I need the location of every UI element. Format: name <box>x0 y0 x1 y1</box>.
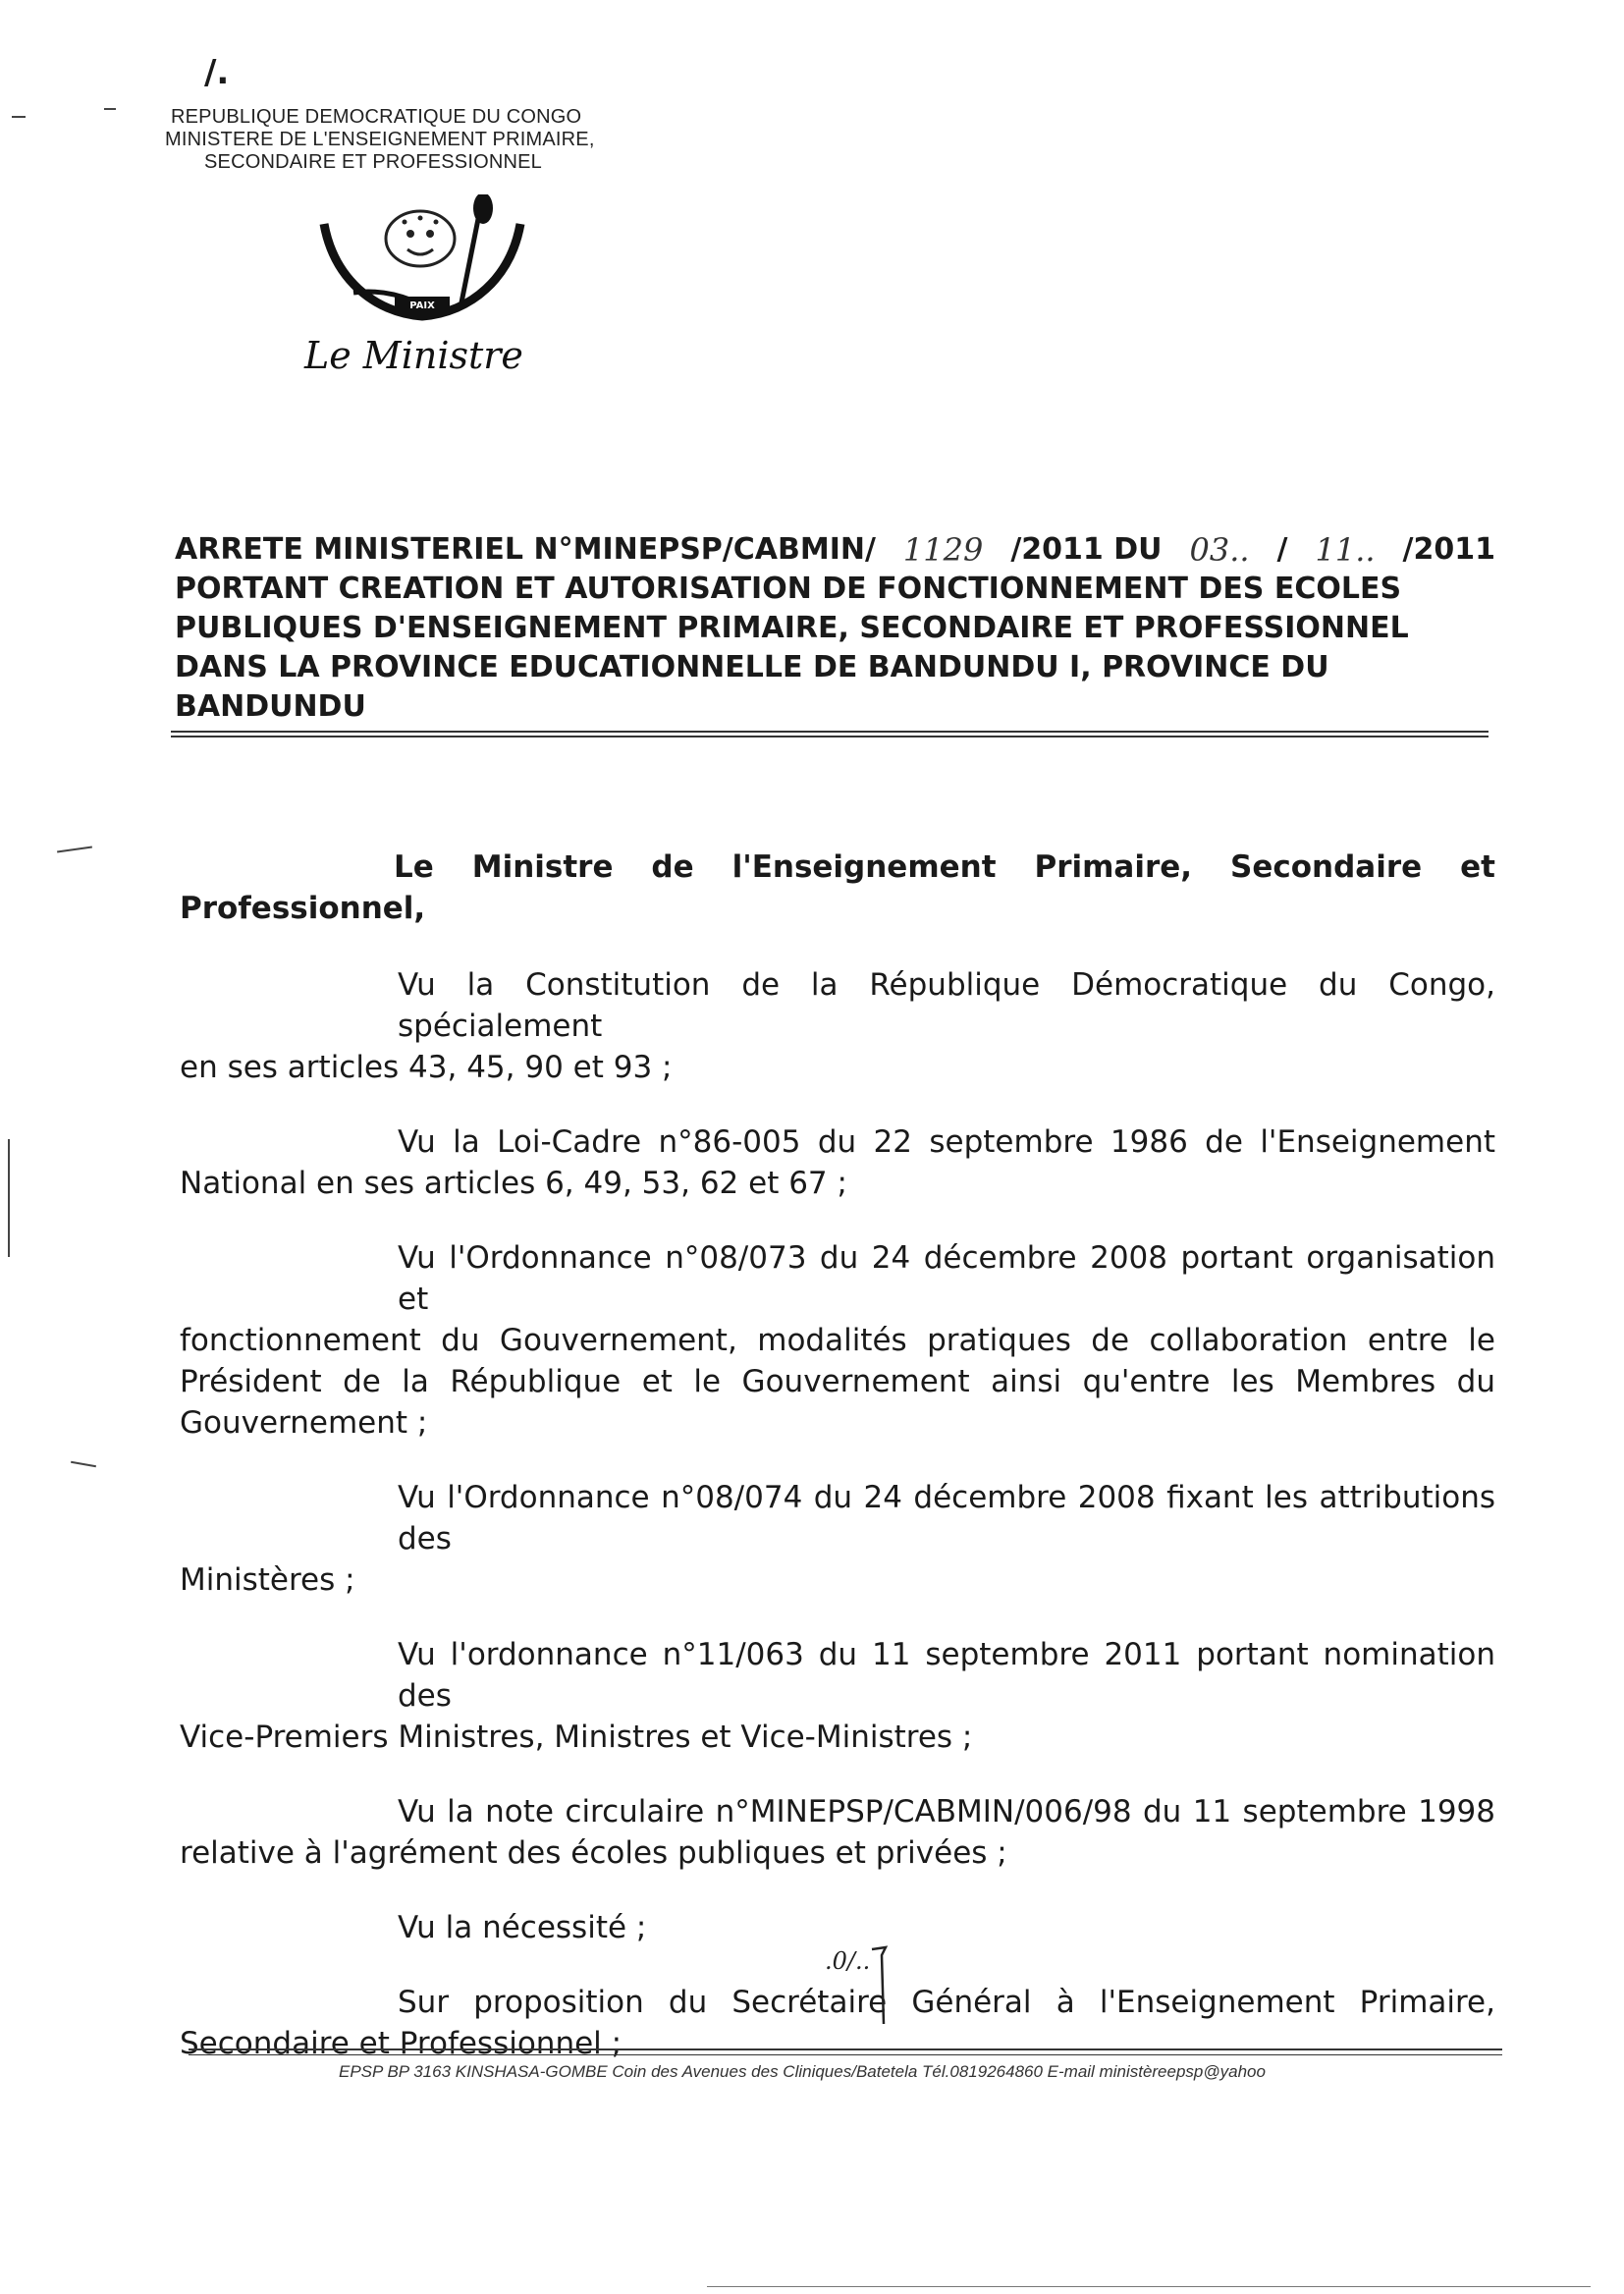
emblem-motto: PAIX <box>409 300 435 311</box>
scan-mark <box>57 847 92 853</box>
preamble-word: Secondaire <box>1230 849 1423 885</box>
preamble-word: de <box>651 849 694 885</box>
letterhead-country: REPUBLIQUE DEMOCRATIQUE DU CONGO <box>171 106 582 128</box>
recital-ordonnance-11-063 <box>180 1634 1495 1758</box>
letterhead-ministry-2: SECONDAIRE ET PROFESSIONNEL <box>204 151 542 173</box>
preamble-word: Ministre <box>471 849 614 885</box>
recital-first-line: Vu la nécessité ; <box>398 1910 647 1945</box>
recital-first-line: Vu l'Ordonnance n°08/074 du 24 décembre 2008 fixant les attributions des <box>398 1480 1495 1557</box>
scan-edge-line <box>707 2286 1591 2287</box>
coat-of-arms-emblem <box>314 194 530 322</box>
decree-title <box>175 530 1495 727</box>
letterhead <box>165 106 676 174</box>
footer-divider <box>189 2048 1502 2055</box>
preamble-word: et <box>1460 849 1495 885</box>
signatory-title: Le Ministre <box>304 334 523 377</box>
date-separator: / <box>1276 532 1288 567</box>
recital-note-circulaire <box>180 1791 1495 1874</box>
preamble-word: Le <box>394 849 434 885</box>
recital-first-line: Vu la Constitution de la République Démocratique du Congo, spécialement <box>398 967 1495 1044</box>
preamble-word: Primaire, <box>1034 849 1193 885</box>
decree-title-line-2: PORTANT CREATION ET AUTORISATION DE FONCTIONNEMENT DES ECOLES <box>175 572 1402 606</box>
page-continuation-mark <box>823 1939 901 2028</box>
title-divider <box>171 731 1489 737</box>
decree-title-line-5: BANDUNDU <box>175 689 366 724</box>
handwritten-mark: /. <box>204 53 230 92</box>
recital-continuation: Secondaire et Professionnel ; <box>180 2026 623 2061</box>
preamble-heading-line-1 <box>180 847 1495 888</box>
handwritten-decree-number: 1129 <box>902 531 984 569</box>
scan-mark <box>12 116 26 118</box>
decree-title-line-1 <box>175 530 1495 570</box>
handwritten-month: 11.. <box>1315 531 1376 569</box>
recital-constitution <box>180 964 1495 1088</box>
recital-first-line: Vu la note circulaire n°MINEPSP/CABMIN/006/98 du 11 septembre 1998 <box>398 1794 1495 1830</box>
page-mark-text: .0/.. <box>825 1947 871 1975</box>
recital-loi-cadre <box>180 1121 1495 1204</box>
letterhead-ministry: MINISTERE DE L'ENSEIGNEMENT PRIMAIRE, <box>165 129 595 150</box>
handwritten-day: 03.. <box>1189 531 1250 569</box>
recital-continuation: en ses articles 43, 45, 90 et 93 ; <box>180 1050 673 1085</box>
decree-reference-prefix: ARRETE MINISTERIEL N°MINEPSP/CABMIN/ <box>175 532 876 567</box>
preamble-word: l'Enseignement <box>731 849 997 885</box>
recital-first-line: Vu l'ordonnance n°11/063 du 11 septembre 2011 portant nomination des <box>398 1637 1495 1714</box>
decree-reference-mid: /2011 DU <box>1010 532 1163 567</box>
decree-body <box>180 847 1495 2098</box>
decree-title-line-3: PUBLIQUES D'ENSEIGNEMENT PRIMAIRE, SECONDAIRE ET PROFESSIONNEL <box>175 611 1409 645</box>
recital-ordonnance-08-074 <box>180 1477 1495 1601</box>
recital-continuation: fonctionnement du Gouvernement, modalités pratiques de collaboration entre le Président de la République et le Gouvernement ainsi qu'entre les Membres du Gouvernement ; <box>180 1323 1495 1441</box>
scan-mark <box>71 1461 96 1467</box>
recital-continuation: Ministères ; <box>180 1562 355 1598</box>
recital-continuation: National en ses articles 6, 49, 53, 62 et 67 ; <box>180 1166 847 1201</box>
recital-first-line: Vu l'Ordonnance n°08/073 du 24 décembre 2008 portant organisation et <box>398 1240 1495 1317</box>
preamble-heading-line-2: Professionnel, <box>180 891 426 926</box>
decree-year: /2011 <box>1402 532 1495 567</box>
recital-ordonnance-08-073 <box>180 1237 1495 1444</box>
recital-first-line: Sur proposition du Secrétaire Général à l'Enseignement Primaire, <box>398 1985 1495 2020</box>
decree-title-line-4: DANS LA PROVINCE EDUCATIONNELLE DE BANDUNDU I, PROVINCE DU <box>175 650 1329 684</box>
recital-continuation: relative à l'agrément des écoles publiques et privées ; <box>180 1835 1007 1871</box>
footer-address: EPSP BP 3163 KINSHASA-GOMBE Coin des Avenues des Cliniques/Batetela Tél.0819264860 E-mail ministèreepsp@yahoo <box>339 2062 1266 2081</box>
scan-mark <box>8 1139 10 1257</box>
recital-continuation: Vice-Premiers Ministres, Ministres et Vice-Ministres ; <box>180 1720 973 1755</box>
preamble-heading <box>180 847 1495 929</box>
scan-mark <box>104 108 116 110</box>
recital-first-line: Vu la Loi-Cadre n°86-005 du 22 septembre 1986 de l'Enseignement <box>398 1124 1495 1160</box>
